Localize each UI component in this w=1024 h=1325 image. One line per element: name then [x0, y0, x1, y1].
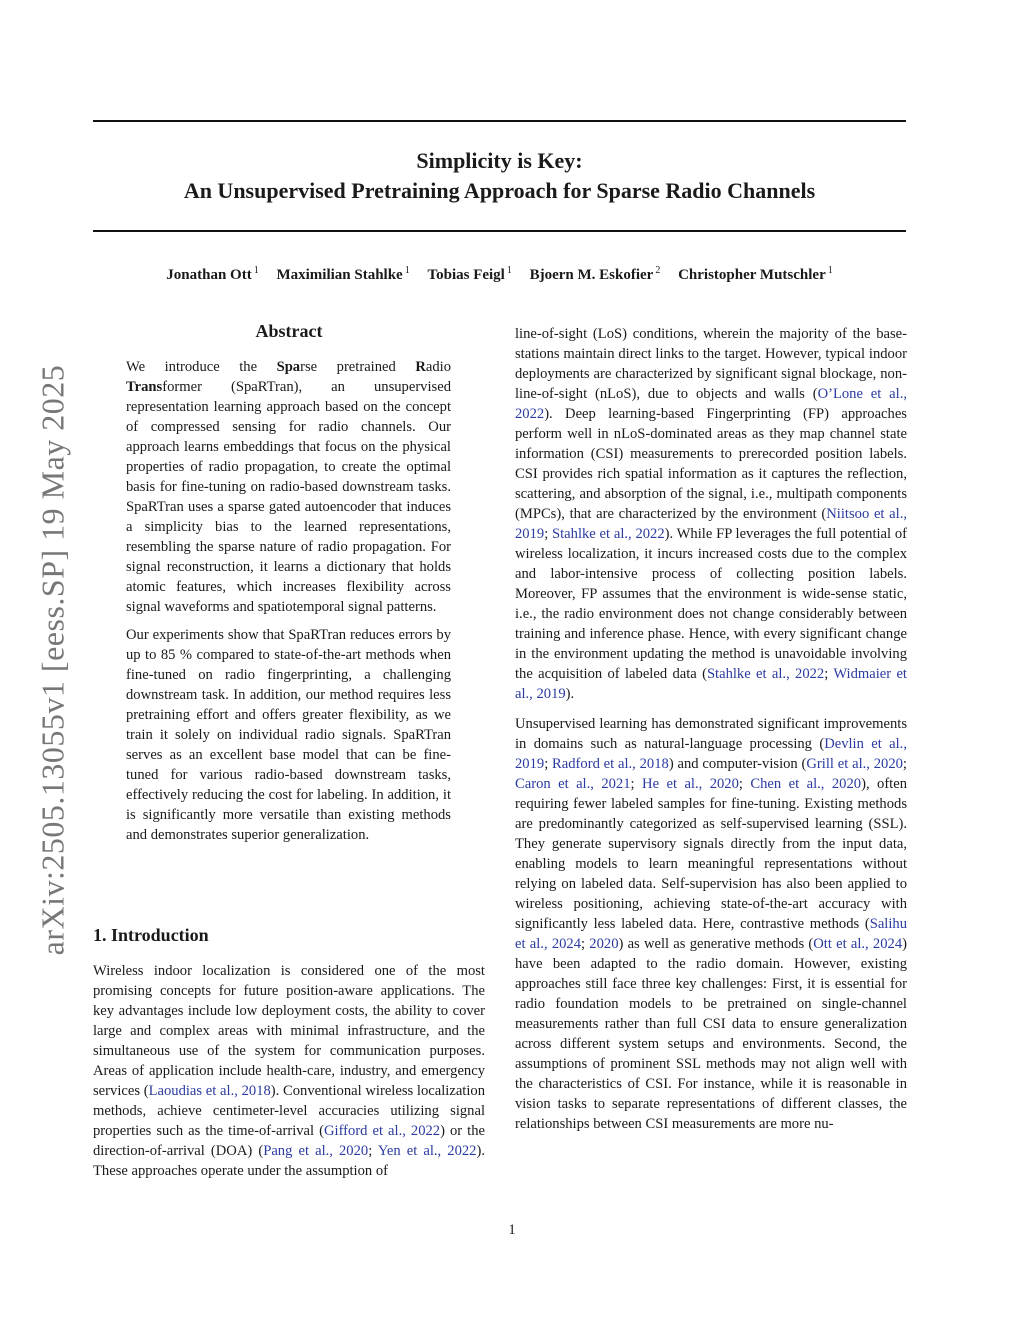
right-paragraph-2: Unsupervised learning has demonstrated significant improvements in domains such as natural-language processing (Devlin et al., 2019; Radford et al., 2018) and computer-vision (Grill et al., 2020; Caron et al., 2021; He et al., 2020; Chen et al., 2020), often requiring fewer labeled samples for fine-tuning. Existing methods are predominantly categorized as self-supervised learning (SSL). They generate supervisory signals directly from the input data, enabling models to learn meaningful representations without relying on labeled data. Self-supervision has also been applied to wireless positioning, achieving state-of-the-art accuracy with significantly less labeled data. Here, contrastive methods (Salihu et al., 2024; 2020) as well as generative methods (Ott et al., 2024) have been adapted to the radio domain. However, existing approaches still face three key challenges: First, it is essential for radio foundation models to be pretrained on single-channel measurements rather than full CSI data to ensure generalization across different system setups and environments. Second, the assumptions of prominent SSL methods may not align well with the characteristics of CSI. For instance, while it is reasonable in vision tasks to separate representations of different classes, the relationships between CSI measurements are more nu-	[515, 716, 908, 1132]
introduction-paragraph-1: Wireless indoor localization is considered one of the most promising concepts for future position-aware applications. The key advantages include low deployment costs, the ability to cover large and complex areas with minimal infrastructure, and the simultaneous use of the system for communication purposes. Areas of application include health-care, industry, and emergency services (Laoudias et al., 2018). Conventional wireless localization methods, achieve centimeter-level accuracies utilizing signal properties such as the time-of-arrival (Gifford et al., 2022) or the direction-of-arrival (DOA) (Pang et al., 2020; Yen et al., 2022). These approaches operate under the assumption of	[93, 963, 485, 1179]
abstract-body	[126, 357, 451, 845]
section-heading-introduction: 1. Introduction	[93, 925, 209, 945]
citation-link[interactable]: Devlin et al., 2019	[515, 736, 907, 772]
author	[276, 267, 409, 283]
author	[427, 267, 511, 283]
arxiv-stamp-text: arXiv:2505.13055v1 [eess.SP] 19 May 2025	[34, 364, 71, 956]
author-list	[93, 265, 906, 284]
author-affiliation: 1	[404, 265, 410, 276]
page-number: 1	[508, 1222, 516, 1238]
citation-link[interactable]: Gifford et al., 2022	[323, 1123, 441, 1139]
author	[678, 267, 833, 283]
citation-link[interactable]: 2020	[589, 936, 619, 952]
citation-link[interactable]: Chen et al., 2020	[750, 776, 862, 792]
citation-link[interactable]: Stahlke et al., 2022	[552, 526, 665, 542]
citation-link[interactable]: Grill et al., 2020	[806, 756, 903, 772]
right-column	[515, 324, 907, 1134]
author-name: Bjoern M. Eskofier	[529, 267, 654, 283]
citation-link[interactable]: Caron et al., 2021	[515, 776, 631, 792]
author-affiliation: 1	[506, 265, 512, 276]
citation-link[interactable]: O’Lone et al., 2022	[515, 386, 908, 422]
abstract-paragraph-1: We introduce the Sparse pretrained Radio Transformer (SpaRTran), an unsupervised representation learning approach based on the concept of compressed sensing for radio channels. Our approach learns embeddings that focus on the physical properties of radio propagation, to create the optimal basis for fine-tuning on radio-based downstream tasks. SpaRTran uses a sparse gated autoencoder that induces a simplicity bias to the learned representations, resembling the sparse nature of radio propagation. For signal reconstruction, it learns a dictionary that holds atomic features, which increases flexibility across signal waveforms and spatiotemporal signal patterns.	[126, 359, 451, 615]
right-paragraph-1: line-of-sight (LoS) conditions, wherein the majority of the base-stations maintain direct links to the target. However, typical indoor deployments are characterized by significant signal blockage, non-line-of-sight (nLoS), due to objects and walls (O’Lone et al., 2022). Deep learning-based Fingerprinting (FP) approaches perform well in nLoS-dominated areas as they map channel state information (CSI) measurements to prerecorded position labels. CSI provides rich spatial information as it captures the reflection, scattering, and absorption of the signal, i.e., multipath components (MPCs), that are characterized by the environment (Niitsoo et al., 2019; Stahlke et al., 2022). While FP leverages the full potential of wireless localization, it incurs increased costs due to the complex and labor-intensive process of collecting position labels. Moreover, FP assumes that the environment is wide-sense static, i.e., the radio environment does not change considerably between training and inference phase. Hence, with every significant change in the environment updating the method is unavoidable involving the acquisition of labeled data (Stahlke et al., 2022; Widmaier et al., 2019).	[515, 326, 908, 702]
paper-title-line-1: Simplicity is Key:	[416, 148, 583, 173]
author-affiliation: 1	[253, 265, 259, 276]
citation-link[interactable]: Radford et al., 2018	[552, 756, 669, 772]
introduction-body	[93, 961, 485, 1181]
author-affiliation: 2	[655, 265, 661, 276]
author-name: Jonathan Ott	[166, 267, 252, 283]
author-name: Maximilian Stahlke	[276, 267, 403, 283]
paper-title-line-2: An Unsupervised Pretraining Approach for Sparse Radio Channels	[183, 178, 816, 203]
title-rule-top	[93, 120, 906, 122]
citation-link[interactable]: Ott et al., 2024	[813, 936, 903, 952]
author-name: Tobias Feigl	[427, 267, 505, 283]
citation-link[interactable]: Pang et al., 2020	[263, 1143, 369, 1159]
abstract-paragraph-2: Our experiments show that SpaRTran reduces errors by up to 85 % compared to state-of-the-art methods when fine-tuned on radio fingerprinting, a challenging downstream task. In addition, our method requires less pretraining effort and offers greater flexibility, as we train it solely on individual radio signals. SpaRTran serves as an excellent base model that can be fine-tuned for various radio-based downstream tasks, effectively reducing the cost for labeling. In addition, it is significantly more versatile than existing methods and demonstrates superior generalization.	[126, 627, 451, 843]
citation-link[interactable]: Laoudias et al., 2018	[148, 1083, 271, 1099]
author-name: Christopher Mutschler	[678, 267, 826, 283]
citation-link[interactable]: Widmaier et al., 2019	[515, 666, 907, 702]
citation-link[interactable]: Yen et al., 2022	[377, 1143, 477, 1159]
title-rule-bottom	[93, 230, 906, 232]
citation-link[interactable]: Stahlke et al., 2022	[706, 666, 825, 682]
author-affiliation: 1	[827, 265, 833, 276]
citation-link[interactable]: Salihu et al., 2024	[515, 916, 907, 952]
author	[166, 267, 258, 283]
citation-link[interactable]: He et al., 2020	[642, 776, 739, 792]
author	[530, 267, 661, 283]
abstract-heading: Abstract	[255, 321, 323, 341]
citation-link[interactable]: Niitsoo et al., 2019	[515, 506, 907, 542]
